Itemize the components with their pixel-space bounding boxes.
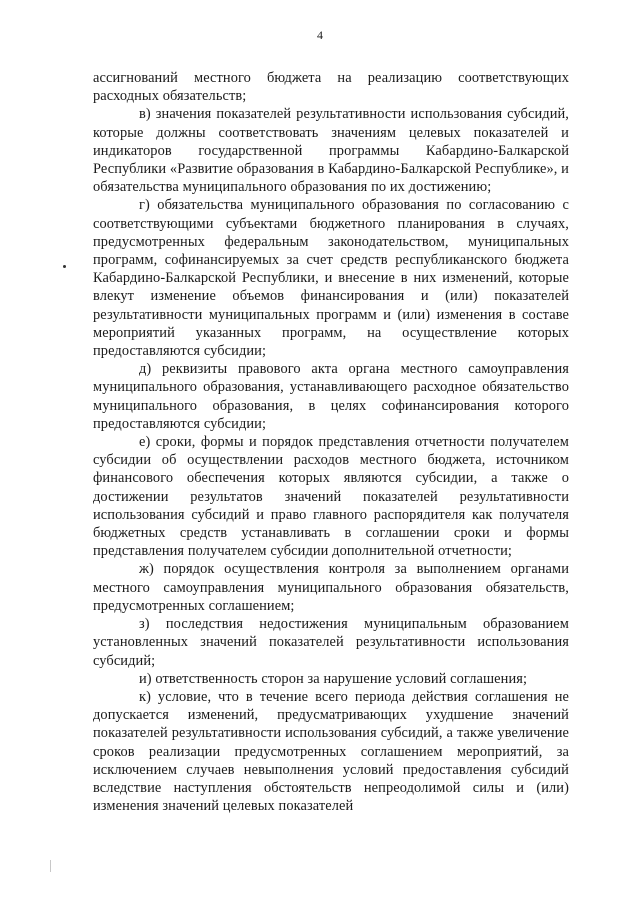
page-number: 4	[317, 28, 323, 42]
paragraph-z: з) последствия недостижения муниципальным образованием установленных значений показателей результативности использования субсидий;	[93, 616, 569, 669]
paragraph-d: д) реквизиты правового акта органа местного самоуправления муниципального образования, устанавливающего расходное обязательство муниципального образования, в целях софинансирования которого предоставляются субсидии;	[93, 361, 569, 432]
body-text	[93, 69, 569, 815]
paragraph-v: в) значения показателей результативности использования субсидий, которые должны соответствовать значениям целевых показателей и индикаторов государственной программы Кабардино-Балкарской Республики «Развитие образования в Кабардино-Балкарской Республике», и обязательства муниципального образования по их достижению;	[93, 106, 569, 196]
paragraph-g: г) обязательства муниципального образования по согласованию с соответствующими субъектами бюджетного планирования в случаях, предусмотренных федеральным законодательством, муниципальных программ, софинансируемых за счет средств республиканского бюджета Кабардино-Балкарской Республики, и внесение в них изменений, которые влекут изменение объемов финансирования и (или) показателей результативности муниципальных программ и (или) изменения в составе мероприятий указанных программ, на осуществление которых предоставляются субсидии;	[93, 197, 569, 360]
scan-edge-mark	[50, 860, 51, 872]
paragraph-i: и) ответственность сторон за нарушение условий соглашения;	[139, 670, 528, 687]
paragraph-k: к) условие, что в течение всего периода действия соглашения не допускается изменений, предусматривающих ухудшение значений показателей результативности использования субсидий, а также увеличение сроков реализации предусмотренных соглашением мероприятий, за исключением случаев невыполнения условий предоставления субсидий вследствие наступления обстоятельств непреодолимой силы и (или) изменения значений целевых показателей	[93, 688, 569, 815]
scan-artifact-dot	[63, 265, 66, 268]
paragraph-e: е) сроки, формы и порядок представления отчетности получателем субсидии об осуществлении расходов местного бюджета, источником финансового обеспечения которых являются субсидии, а также о достижении результатов значений показателей результативности использования субсидий и право главного распорядителя как получателя бюджетных средств устанавливать в соглашении сроки и формы представления получателем субсидии дополнительной отчетности;	[93, 434, 569, 560]
paragraph-continuation: ассигнований местного бюджета на реализацию соответствующих расходных обязательств;	[93, 70, 569, 105]
paragraph-zh: ж) порядок осуществления контроля за выполнением органами местного самоуправления муниципального образования обязательств, предусмотренных соглашением;	[93, 561, 569, 614]
